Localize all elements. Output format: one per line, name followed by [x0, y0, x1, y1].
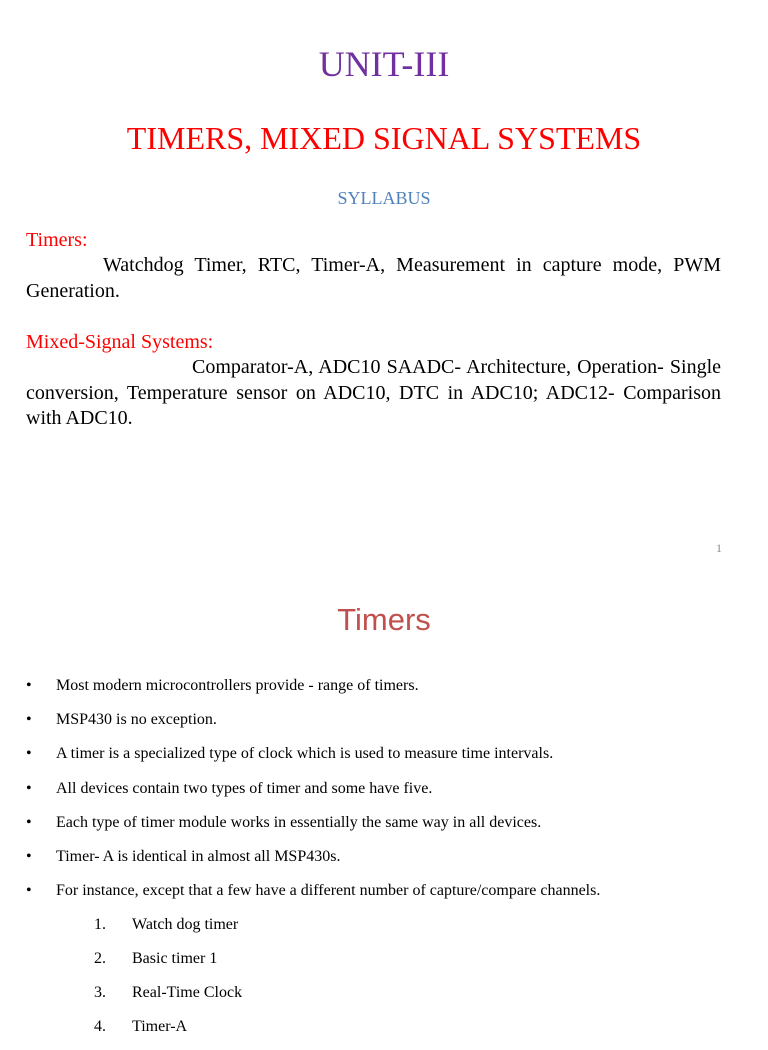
- item-number: 3.: [94, 984, 106, 1001]
- bullet-text: All devices contain two types of timer and some have five.: [56, 779, 433, 797]
- numbered-item: [0, 914, 768, 948]
- bullet-icon: •: [26, 677, 32, 694]
- bullet-item: [0, 846, 768, 880]
- syllabus-label: SYLLABUS: [337, 188, 431, 208]
- timers-section: [26, 227, 721, 304]
- item-number: 1.: [94, 916, 106, 933]
- bullet-item: [0, 778, 768, 812]
- item-number: 2.: [94, 950, 106, 967]
- item-text: Basic timer 1: [132, 950, 218, 967]
- bullet-item: [0, 812, 768, 846]
- bullet-text: Each type of timer module works in essentially the same way in all devices.: [56, 813, 542, 831]
- mixed-signal-body: Comparator-A, ADC10 SAADC- Architecture, Operation- Single conversion, Temperature sensor on ADC10, DTC in ADC10; ADC12- Comparison with ADC10.: [26, 356, 721, 429]
- bullet-icon: •: [26, 711, 32, 729]
- document-page-2: [0, 570, 768, 1035]
- timers-heading: Timers:: [26, 229, 88, 251]
- bullet-list: [0, 675, 768, 914]
- bullet-icon: •: [26, 779, 32, 797]
- bullet-text: For instance, except that a few have a different number of capture/compare channels.: [56, 882, 601, 900]
- item-text: Real-Time Clock: [132, 984, 243, 1001]
- bullet-text: Most modern microcontrollers provide - range of timers.: [56, 677, 419, 694]
- bullet-text: MSP430 is no exception.: [56, 711, 217, 729]
- bullet-text: A timer is a specialized type of clock which is used to measure time intervals.: [56, 745, 554, 763]
- bullet-icon: •: [26, 882, 32, 900]
- numbered-item: [0, 948, 768, 982]
- bullet-item: [0, 675, 768, 709]
- page-number: 1: [716, 541, 722, 555]
- mixed-signal-section: [26, 329, 721, 432]
- slide-title: Timers: [337, 602, 431, 637]
- numbered-item: [0, 982, 768, 1016]
- timers-body: Watchdog Timer, RTC, Timer-A, Measurement in capture mode, PWM Generation.: [26, 254, 721, 302]
- item-number: 4.: [94, 1018, 106, 1035]
- item-text: Timer-A: [132, 1018, 188, 1035]
- bullet-item: [0, 880, 768, 914]
- bullet-item: [0, 709, 768, 743]
- unit-title: UNIT-III: [318, 44, 450, 84]
- item-text: Watch dog timer: [132, 916, 239, 933]
- numbered-list: [0, 914, 768, 1050]
- main-title: TIMERS, MIXED SIGNAL SYSTEMS: [126, 120, 642, 156]
- bullet-text: Timer- A is identical in almost all MSP430s.: [56, 847, 341, 865]
- mixed-signal-heading: Mixed-Signal Systems:: [26, 331, 214, 353]
- bullet-icon: •: [26, 847, 32, 865]
- numbered-item: [0, 1016, 768, 1050]
- bullet-icon: •: [26, 745, 32, 763]
- bullet-icon: •: [26, 813, 32, 831]
- bullet-item: [0, 743, 768, 777]
